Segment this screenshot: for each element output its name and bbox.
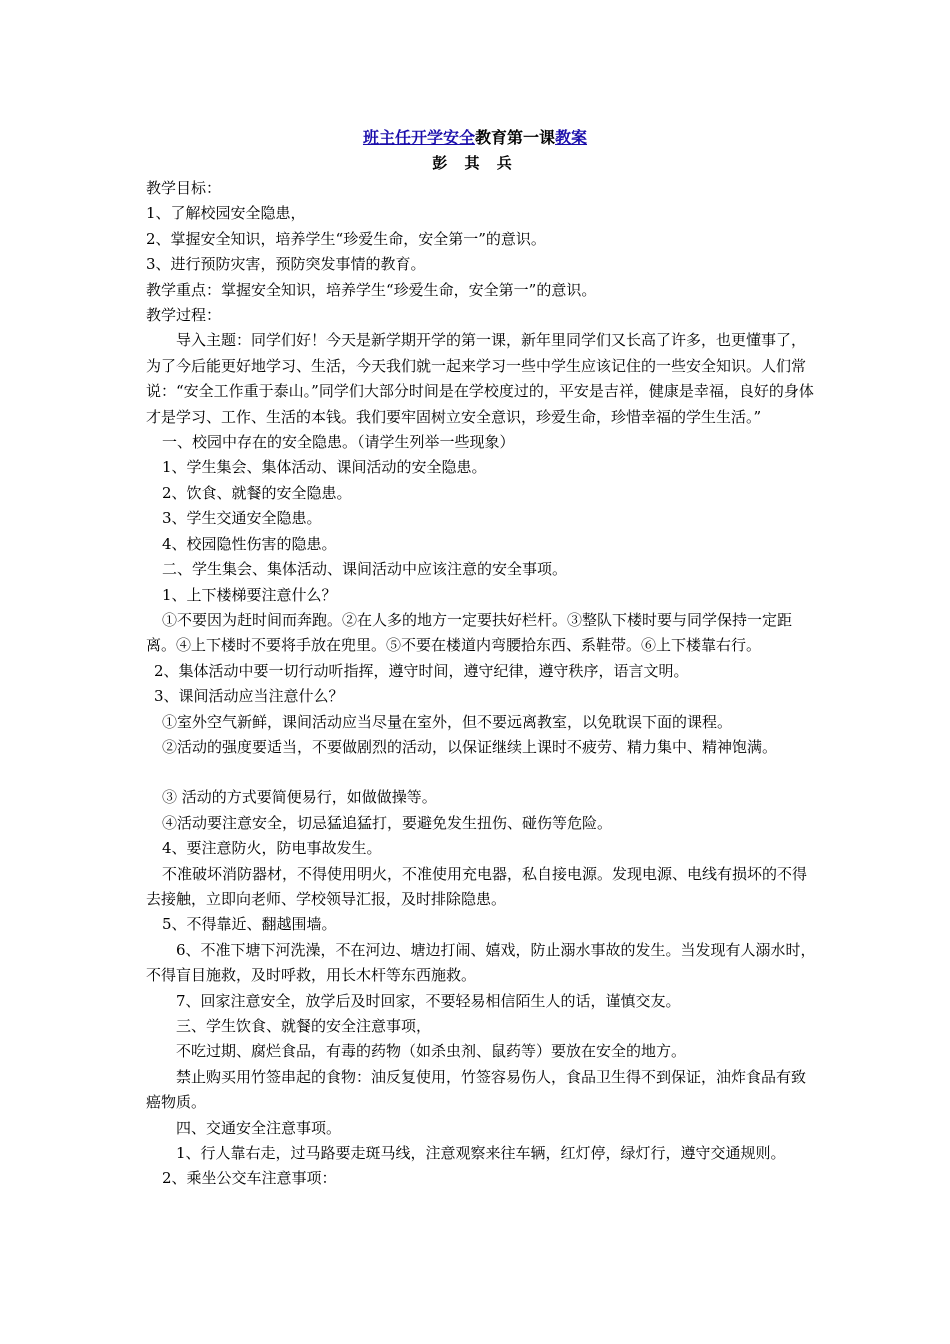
- paragraph: 不吃过期、腐烂食品，有毒的药物（如杀虫剂、鼠药等）要放在安全的地方。: [176, 1042, 687, 1061]
- paragraph: 2、饮食、就餐的安全隐患。: [162, 483, 352, 502]
- paragraph: 1、学生集会、集体活动、课间活动的安全隐患。: [162, 458, 487, 477]
- paragraph: ②活动的强度要适当，不要做剧烈的活动，以保证继续上课时不疲劳、精力集中、精神饱满。: [162, 737, 778, 756]
- title-link-safety[interactable]: 班主任开学安全: [362, 128, 475, 147]
- paragraph: ①室外空气新鲜，课间活动应当尽量在室外，但不要远离教室，以免耽误下面的课程。: [162, 712, 733, 731]
- paragraph: 3、进行预防灾害，预防突发事情的教育。: [146, 255, 426, 274]
- paragraph: 二、学生集会、集体活动、课间活动中应该注意的安全事项。: [162, 560, 568, 579]
- paragraph: 导入主题：同学们好！今天是新学期开学的第一课，新年里同学们又长高了许多，也更懂事了，为了今后能更好地学习、生活，今天我们就一起来学习一些中学生应该记住的一些安全知识。人们常说：“安全工作重于泰山。”同学们大部分时间是在学校度过的，平安是吉祥，健康是幸福，良好的身体才是学习、工作、生活的本钱。我们要牢固树立安全意识，珍爱生命，珍惜幸福的学生生活。”: [146, 331, 814, 426]
- paragraph: 2、掌握安全知识，培养学生“珍爱生命，安全第一”的意识。: [146, 229, 546, 248]
- paragraph: ③ 活动的方式要简便易行，如做做操等。: [162, 788, 437, 807]
- paragraph: ④活动要注意安全，切忌猛追猛打，要避免发生扭伤、碰伤等危险。: [162, 813, 613, 832]
- paragraph: 4、要注意防火，防电事故发生。: [162, 839, 382, 858]
- paragraph: 1、了解校园安全隐患，: [146, 204, 306, 223]
- paragraph: 7、回家注意安全，放学后及时回家，不要轻易相信陌生人的话，谨慎交友。: [176, 991, 681, 1010]
- paragraph: 3、课间活动应当注意什么？: [154, 687, 344, 706]
- paragraph: 4、校园隐性伤害的隐患。: [162, 534, 337, 553]
- paragraph: 教学重点：掌握安全知识，培养学生“珍爱生命，安全第一”的意识。: [146, 280, 597, 299]
- paragraph: [146, 760, 818, 785]
- paragraph: 四、交通安全注意事项。: [176, 1118, 342, 1137]
- paragraph: 6、不准下塘下河洗澡，不在河边、塘边打闹、嬉戏，防止溺水事故的发生。当发现有人溺水时，不得盲目施救，及时呼救，用长木杆等东西施救。: [146, 940, 816, 985]
- paragraph: 教学过程：: [146, 306, 222, 325]
- paragraph: ①不要因为赶时间而奔跑。②在人多的地方一定要扶好栏杆。③整队下楼时要与同学保持一定距离。④上下楼时不要将手放在兜里。⑤不要在楼道内弯腰拾东西、系鞋带。⑥上下楼靠右行。: [146, 610, 793, 655]
- paragraph: 不准破坏消防器材，不得使用明火，不准使用充电器，私自接电源。发现电源、电线有损坏的不得去接触，立即向老师、学校领导汇报，及时排除隐患。: [146, 864, 808, 908]
- paragraph: 5、不得靠近、翻越围墙。: [162, 915, 337, 934]
- paragraph: 1、行人靠右走，过马路要走斑马线，注意观察来往车辆，红灯停，绿灯行，遵守交通规则。: [176, 1144, 786, 1163]
- paragraph: 三、学生饮食、就餐的安全注意事项，: [176, 1017, 432, 1035]
- document-title: [0, 126, 950, 150]
- document-author: 彭 其 兵: [432, 154, 518, 172]
- paragraph: 教学目标：: [146, 179, 222, 197]
- paragraph: 禁止购买用竹签串起的食物：油反复使用，竹签容易伤人，食品卫生得不到保证，油炸食品有致癌物质。: [146, 1067, 807, 1112]
- paragraph: 2、乘坐公交车注意事项：: [162, 1169, 337, 1188]
- document-body: [146, 176, 818, 1192]
- title-text: 教育第一课: [474, 128, 555, 147]
- paragraph: 1、上下楼梯要注意什么？: [162, 585, 337, 604]
- paragraph: 3、学生交通安全隐患。: [162, 509, 322, 528]
- paragraph: 2、集体活动中要一切行动听指挥，遵守时间，遵守纪律，遵守秩序，语言文明。: [154, 661, 689, 680]
- title-link-lesson-plan[interactable]: 教案: [555, 128, 588, 147]
- paragraph: 一、校园中存在的安全隐患。（请学生列举一些现象）: [162, 433, 515, 452]
